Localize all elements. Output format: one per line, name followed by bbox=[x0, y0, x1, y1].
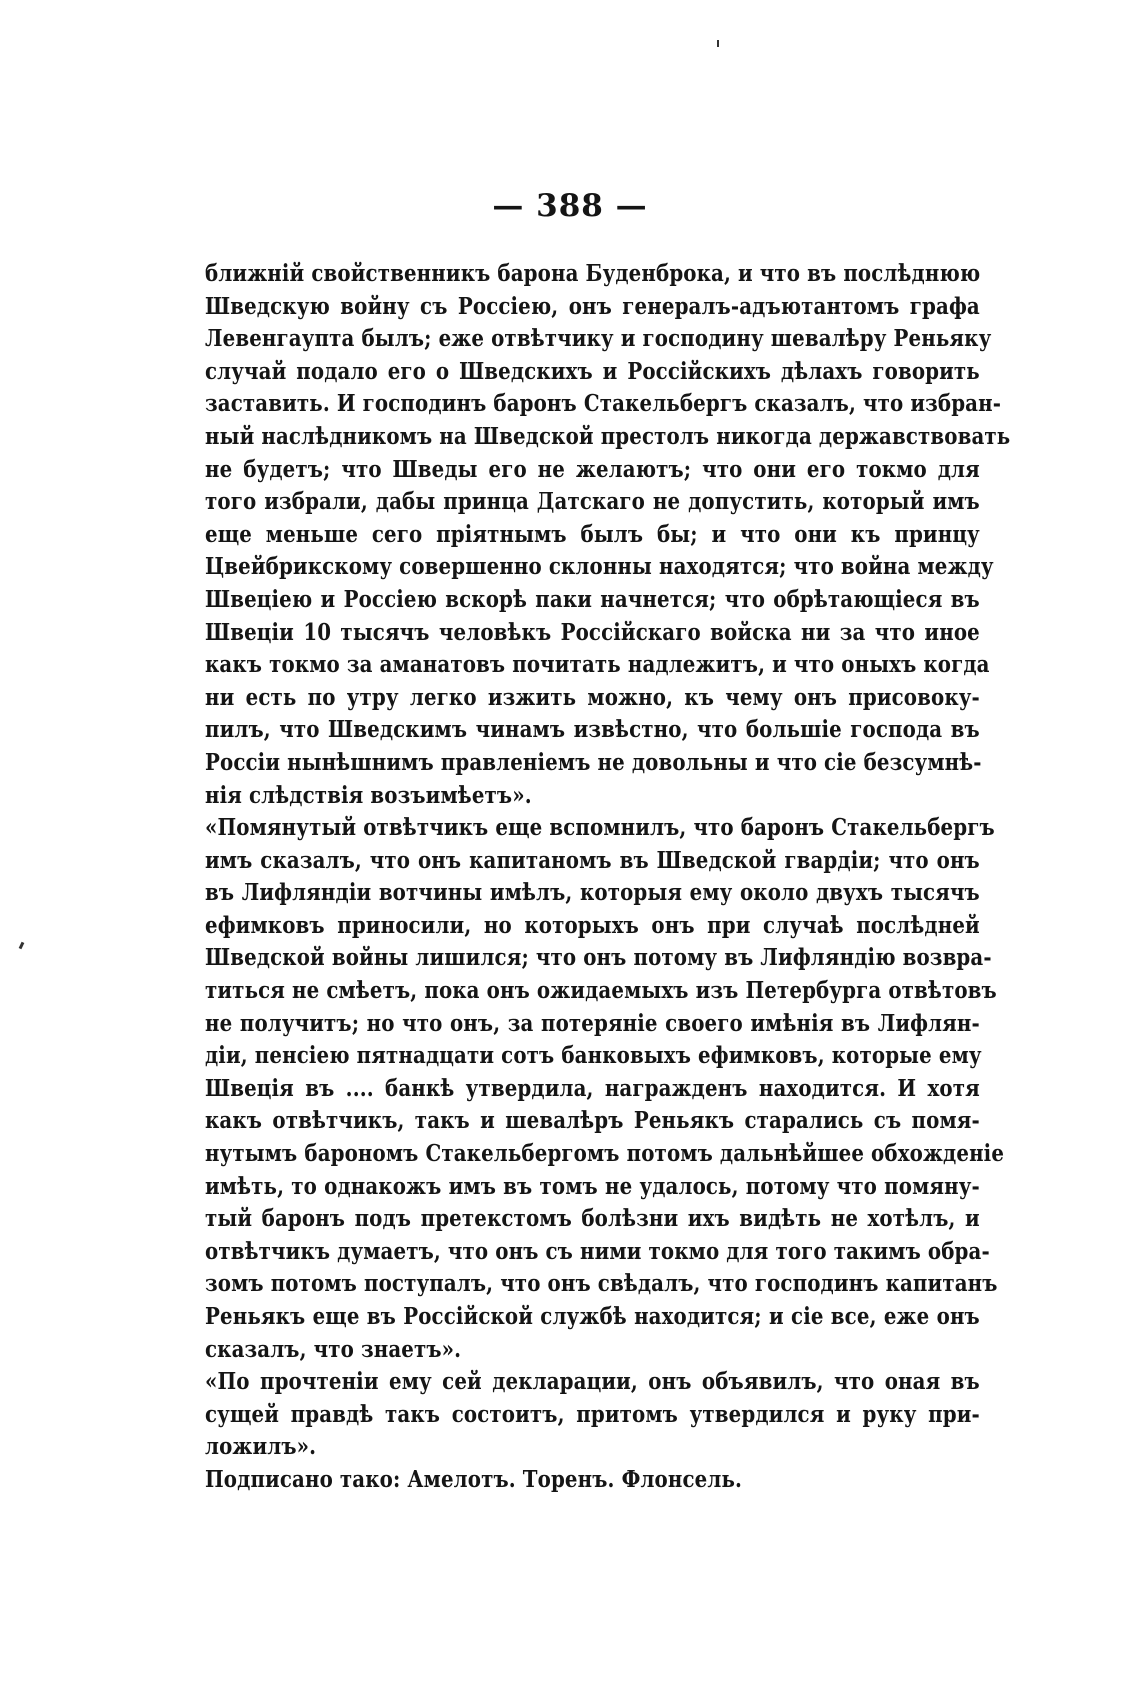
text-line: сказалъ, что знаетъ». bbox=[205, 1335, 462, 1363]
text-line: отвѣтчикъ думаетъ, что онъ съ ними токмо для того такимъ обра- bbox=[205, 1237, 990, 1265]
text-line: ефимковъ приносили, но которыхъ онъ при случаѣ послѣдней bbox=[205, 911, 980, 939]
text-line: діи, пенсіею пятнадцати сотъ банковыхъ ефимковъ, которые ему bbox=[205, 1042, 982, 1070]
text-line: «Помянутый отвѣтчикъ еще вспомнилъ, что баронъ Стакельбергъ bbox=[205, 814, 995, 842]
text-line: нія слѣдствія возъимѣетъ». bbox=[205, 781, 532, 809]
text-line: Россіи нынѣшнимъ правленіемъ не довольны и что сіе безсумнѣ- bbox=[205, 748, 982, 776]
text-line: Швеціи 10 тысячъ человѣкъ Россійскаго войска ни за что иное bbox=[205, 618, 980, 646]
text-line: титься не смѣетъ, пока онъ ожидаемыхъ изъ Петербурга отвѣтовъ bbox=[205, 977, 997, 1005]
text-line: имѣть, то однакожъ имъ въ томъ не удалось, потому что помяну- bbox=[205, 1172, 980, 1200]
text-line: «По прочтеніи ему сей декларации, онъ объявилъ, что оная въ bbox=[205, 1368, 980, 1396]
text-line: заставить. И господинъ баронъ Стакельбергъ сказалъ, что избран- bbox=[205, 390, 1002, 418]
scan-speck bbox=[19, 942, 25, 950]
text-line: Шведской войны лишился; что онъ потому въ Лифляндію возвра- bbox=[205, 944, 992, 972]
text-line: пилъ, что Шведскимъ чинамъ извѣстно, что большіе господа въ bbox=[205, 716, 980, 744]
text-line: того избрали, дабы принца Датскаго не допустить, который имъ bbox=[205, 488, 980, 516]
text-line: не будетъ; что Шведы его не желаютъ; что они его токмо для bbox=[205, 455, 980, 483]
text-line: въ Лифляндіи вотчины имѣлъ, которыя ему около двухъ тысячъ bbox=[205, 879, 980, 907]
text-line: какъ отвѣтчикъ, такъ и шевалѣръ Реньякъ старались съ помя- bbox=[205, 1107, 980, 1135]
text-line: Левенгаупта былъ; еже отвѣтчику и господину шевалѣру Реньяку bbox=[205, 325, 992, 353]
text-line: Швеція въ .... банкѣ утвердила, награжденъ находится. И хотя bbox=[205, 1074, 980, 1102]
text-line: Швеціею и Россіею вскорѣ паки начнется; что обрѣтающіеся въ bbox=[205, 585, 980, 613]
text-line: ный наслѣдникомъ на Шведской престолъ никогда державствовать bbox=[205, 422, 1011, 450]
text-line: еще меньше сего пріятнымъ былъ бы; и что они къ принцу bbox=[205, 520, 980, 548]
text-line: Реньякъ еще въ Россійской службѣ находится; и сіе все, еже онъ bbox=[205, 1303, 980, 1330]
text-line: ложилъ». bbox=[205, 1433, 317, 1461]
text-line: нутымъ барономъ Стакельбергомъ потомъ дальнѣйшее обхожденіе bbox=[205, 1140, 1005, 1168]
scan-speck bbox=[717, 40, 719, 47]
text-line: Шведскую войну съ Россіею, онъ генералъ-адъютантомъ графа bbox=[205, 292, 980, 320]
text-line: случай подало его о Шведскихъ и Россійскихъ дѣлахъ говорить bbox=[205, 357, 980, 385]
body-text bbox=[205, 258, 1011, 1497]
text-line: тый баронъ подъ претекстомъ болѣзни ихъ видѣть не хотѣлъ, и bbox=[205, 1205, 980, 1233]
text-line: какъ токмо за аманатовъ почитать надлежитъ, и что оныхъ когда bbox=[205, 651, 990, 679]
page-number: — 388 — bbox=[492, 188, 648, 224]
text-line: ни есть по утру легко изжить можно, къ чему онъ присовоку- bbox=[205, 683, 980, 711]
text-line: ближній свойственникъ барона Буденброка, и что въ послѣднюю bbox=[205, 260, 981, 287]
text-line: не получитъ; но что онъ, за потеряніе своего имѣнія въ Лифлян- bbox=[205, 1009, 980, 1037]
text-line: сущей правдѣ такъ состоитъ, притомъ утвердился и руку при- bbox=[205, 1400, 980, 1428]
signature-line: Подписано тако: Амелотъ. Торенъ. Флонсель. bbox=[205, 1465, 743, 1493]
text-line: Цвейбрикскому совершенно склонны находятся; что война между bbox=[205, 553, 994, 581]
text-line: зомъ потомъ поступалъ, что онъ свѣдалъ, что господинъ капитанъ bbox=[205, 1270, 998, 1298]
text-line: имъ сказалъ, что онъ капитаномъ въ Шведской гвардіи; что онъ bbox=[205, 846, 980, 874]
